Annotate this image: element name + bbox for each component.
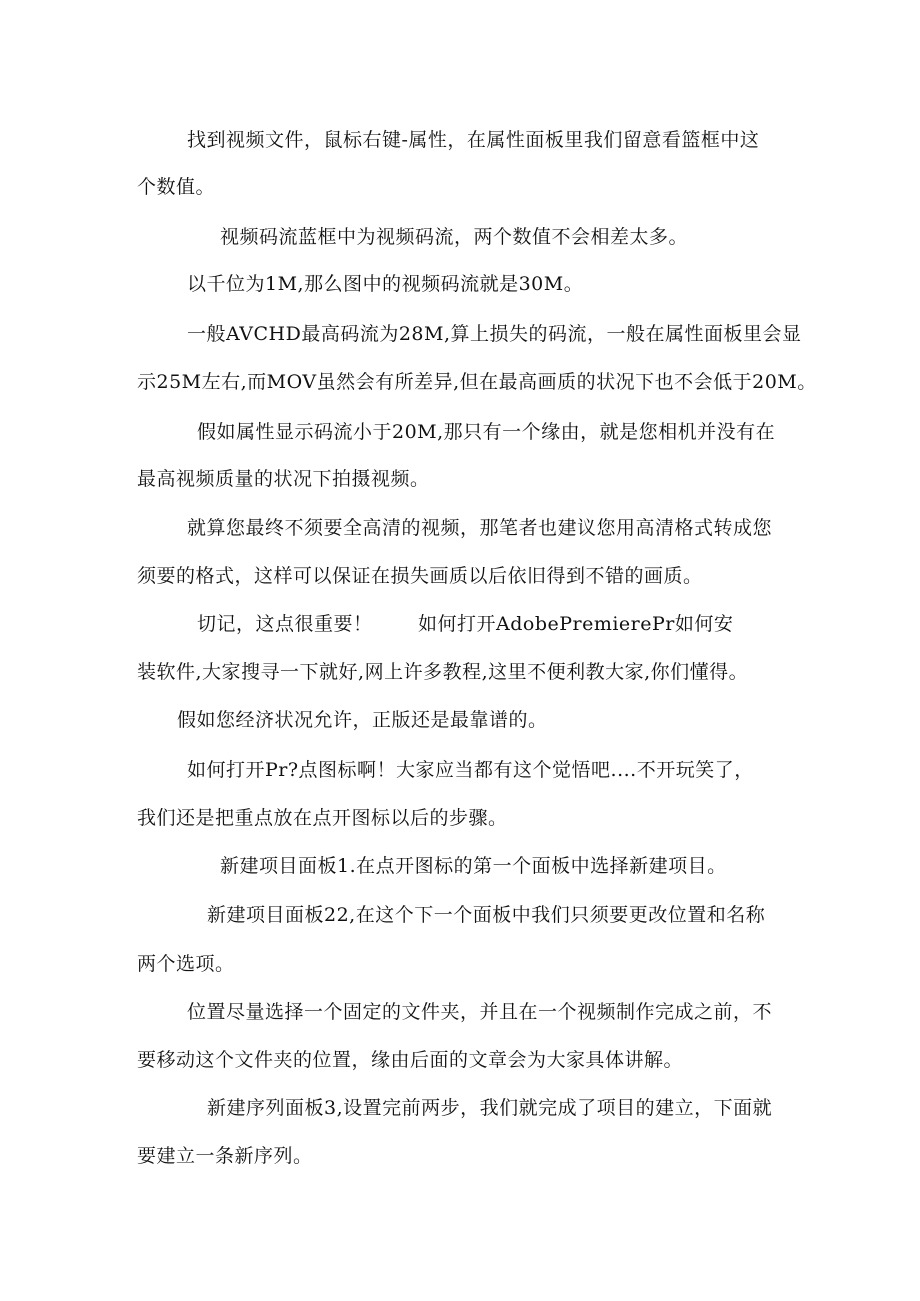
paragraph-line: 假如属性显示码流小于20M,那只有一个缘由，就是您相机并没有在 — [197, 421, 776, 443]
paragraph-line: 以千位为1M,那么图中的视频码流就是30M。 — [187, 273, 584, 295]
paragraph-line: 两个选项。 — [137, 953, 235, 975]
paragraph-line: 新建项目面板22,在这个下一个面板中我们只须要更改位置和名称 — [207, 904, 766, 926]
paragraph-line: 我们还是把重点放在点开图标以后的步骤。 — [137, 807, 508, 829]
paragraph-line: 如何打开AdobePremierePr如何安 — [418, 613, 734, 635]
paragraph-line: 位置尽量选择一个固定的文件夹，并且在一个视频制作完成之前，不 — [187, 1001, 773, 1023]
paragraph-line: 假如您经济状况允许，正版还是最靠谱的。 — [177, 709, 548, 731]
paragraph-line: 新建序列面板3,设置完前两步，我们就完成了项目的建立，下面就 — [207, 1097, 773, 1119]
paragraph-line: 装软件,大家搜寻一下就好,网上许多教程,这里不便利教大家,你们懂得。 — [137, 661, 749, 683]
paragraph-line: 一般AVCHD最高码流为28M,算上损失的码流，一般在属性面板里会显 — [187, 323, 802, 345]
paragraph-line: 个数值。 — [137, 176, 216, 198]
paragraph-line: 就算您最终不须要全高清的视频，那笔者也建议您用高清格式转成您 — [187, 517, 773, 539]
paragraph-line: 新建项目面板1.在点开图标的第一个面板中选择新建项目。 — [220, 855, 727, 877]
paragraph-line: 找到视频文件，鼠标右键-属性，在属性面板里我们留意看篮框中这 — [187, 129, 760, 151]
paragraph-line: 须要的格式，这样可以保证在损失画质以后依旧得到不错的画质。 — [137, 565, 703, 587]
paragraph-line: 切记，这点很重要！ — [197, 613, 373, 635]
paragraph-line: 要建立一条新序列。 — [137, 1145, 313, 1167]
paragraph-line: 示25M左右,而MOV虽然会有所差异,但在最高画质的状况下也不会低于20M。 — [137, 371, 817, 393]
paragraph-line: 要移动这个文件夹的位置，缘由后面的文章会为大家具体讲解。 — [137, 1049, 684, 1071]
paragraph-line: 如何打开Pr?点图标啊！大家应当都有这个觉悟吧....不开玩笑了， — [187, 759, 754, 781]
paragraph-line: 视频码流蓝框中为视频码流，两个数值不会相差太多。 — [220, 226, 689, 248]
paragraph-line: 最高视频质量的状况下拍摄视频。 — [137, 468, 430, 490]
